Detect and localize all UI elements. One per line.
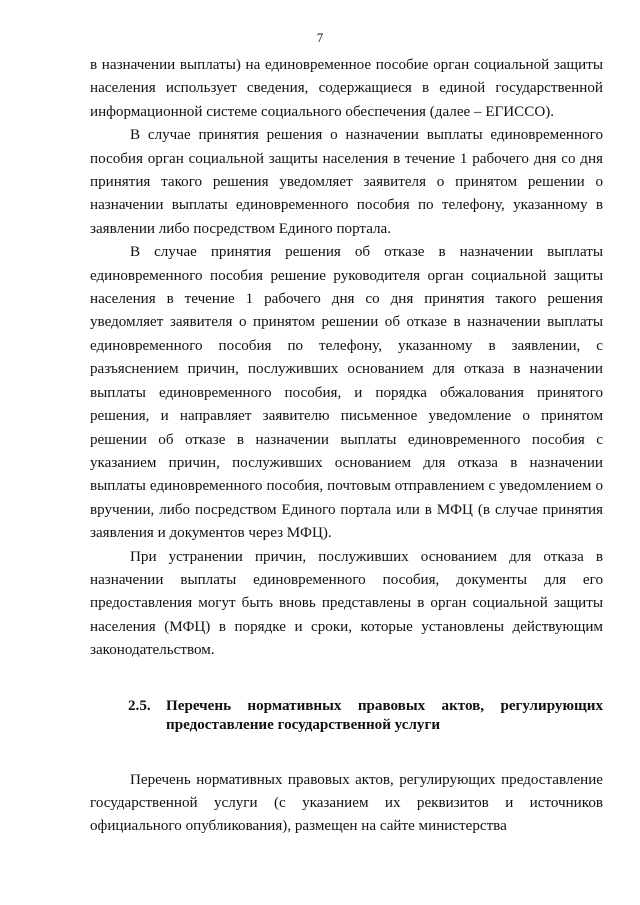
paragraph-approval-notice: В случае принятия решения о назначении выплаты единовременного пособия орган социальной защиты населения в течение 1 рабочего дня со дня принятия такого решения уведомляет заявителя о принятом решении о назначении выплаты единовременного пособия по телефону, указанному в заявлении либо посредством Единого портала. [90,127,603,237]
paragraph-legal-acts: Перечень нормативных правовых актов, регулирующих предоставление государственной услуги (с указанием их реквизитов и источников официального опубликования), размещен на сайте министерства [90,771,603,835]
paragraph-continuation: в назначении выплаты) на единовременное пособие орган социальной защиты населения использует сведения, содержащиеся в единой государственной информационной системе социального обеспечения (далее – ЕГИССО). [90,57,603,120]
section-number: 2.5. [128,697,151,714]
paragraph-resubmission: При устранении причин, послуживших основанием для отказа в назначении выплаты единовременного пособия, документы для его предоставления могут быть вновь представлены в орган социальной защиты населения (МФЦ) в порядке и сроки, которые установлены действующим законодательством. [90,548,603,659]
section-title: Перечень нормативных правовых актов, регулирующих предоставление государственной услуги [166,697,603,733]
section-heading [90,697,603,735]
document-body [90,54,603,839]
page-number: 7 [316,30,324,45]
paragraph-refusal-notice: В случае принятия решения об отказе в назначении выплаты единовременного пособия решение руководителя орган социальной защиты населения в течение 1 рабочего дня со дня принятия такого решения уведомляет заявителя о принятом решении об отказе в назначении выплаты единовременного пособия по телефону, указанному в заявлении, с разъяснением причин, послуживших основанием для отказа в назначении выплаты единовременного пособия, и порядка обжалования принятого решения, и направляет заявителю письменное уведомление о принятом решении об отказе в назначении выплаты единовременного пособия с указанием причин, послуживших основанием для отказа в назначении выплаты единовременного пособия, почтовым отправлением с уведомлением о вручении, либо посредством Единого портала или в МФЦ (в случае принятия заявления и документов через МФЦ). [90,244,603,542]
